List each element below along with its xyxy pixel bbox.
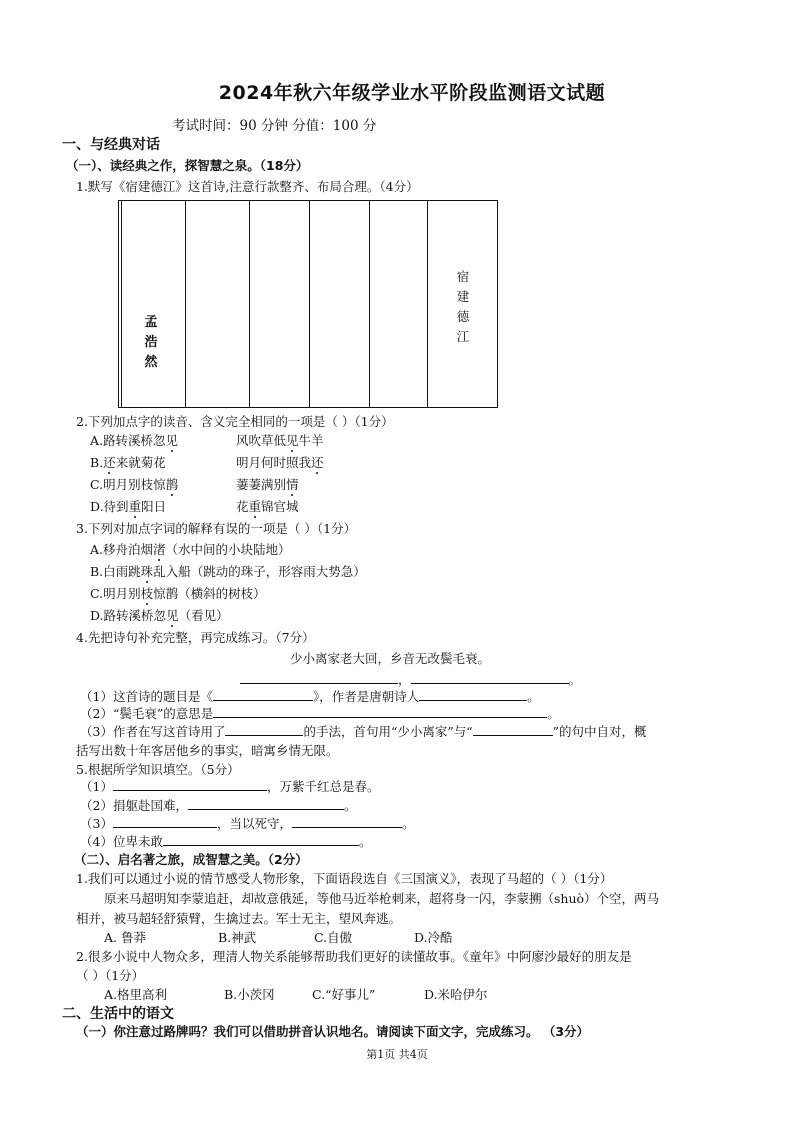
part2-q2-option-a: A.格里高利 xyxy=(104,987,168,1002)
answer-blank[interactable] xyxy=(163,833,359,846)
q2-option-a-right: 风吹草低见牛羊 xyxy=(236,433,324,448)
question-3: 3.下列对加点字词的解释有误的一项是（ ）（1分） xyxy=(76,521,357,536)
grid-column-line xyxy=(249,201,250,407)
exam-info: 考试时间：90 分钟 分值：100 分 xyxy=(172,118,377,134)
part2-q2-option-c: C.“好事儿” xyxy=(312,987,376,1002)
q2-option-c-right: 萋萋满别情 xyxy=(236,477,299,492)
answer-blank[interactable] xyxy=(213,688,313,701)
answer-blank[interactable] xyxy=(292,815,402,828)
question-5: 5.根据所学知识填空。（5分） xyxy=(76,762,240,777)
answer-blank[interactable] xyxy=(113,778,267,791)
q3-option-c: C.明月别枝惊鹊（横斜的树枝） xyxy=(90,586,266,601)
q3-option-a: A.移舟泊烟渚（水中间的小块陆地） xyxy=(90,542,291,557)
part2-heading: （二）、启名著之旅，成智慧之美。（2分） xyxy=(74,852,308,867)
answer-blank[interactable] xyxy=(240,671,398,684)
answer-blank[interactable] xyxy=(411,671,569,684)
q2-option-b-right: 明月何时照我还 xyxy=(236,455,324,470)
part2-question-1: 1.我们可以通过小说的情节感受人物形象，下面语段选自《三国演义》，表现了马超的（ ）（1分） xyxy=(76,871,613,886)
author-char: 孟 xyxy=(144,315,158,330)
grid-column-line xyxy=(369,201,370,407)
answer-blank[interactable] xyxy=(213,705,547,718)
part2-q2-option-d: D.米哈伊尔 xyxy=(424,987,488,1002)
page-title: 2024年秋六年级学业水平阶段监测语文试题 xyxy=(218,82,606,104)
title-char: 宿 xyxy=(456,269,470,284)
part2-q1-option-c: C.自傲 xyxy=(314,930,353,945)
grid-poem-author xyxy=(143,313,159,373)
q2-option-a: A.路转溪桥忽见 xyxy=(90,433,179,448)
q2-option-d-right: 花重锦官城 xyxy=(236,499,299,514)
title-char: 江 xyxy=(456,329,470,344)
q2-option-d: D.待到重阳日 xyxy=(90,499,167,514)
question-2: 2.下列加点字的读音、含义完全相同的一项是（ ）（1分） xyxy=(76,414,394,429)
q5-sub-2: （2）捐躯赴国难， 。 xyxy=(80,798,357,813)
answer-blank[interactable] xyxy=(225,723,303,736)
grid-column-line xyxy=(185,201,186,407)
grid-column-line xyxy=(427,201,428,407)
q3-option-b: B.白雨跳珠乱入船（跳动的珠子，形容雨大势急） xyxy=(90,564,366,579)
section2-heading: 二、生活中的语文 xyxy=(62,1006,174,1022)
title-char: 德 xyxy=(456,309,470,324)
question-4: 4.先把诗句补充完整，再完成练习。（7分） xyxy=(76,630,315,645)
q4-sub-1: （1）这首诗的题目是《 》，作者是唐朝诗人 。 xyxy=(80,689,540,704)
q5-sub-4: （4）位卑未敢 。 xyxy=(80,834,372,849)
part2-question-2: 2.很多小说中人物众多，理清人物关系能够帮助我们更好的读懂故事。《童年》中阿廖沙最好的朋友是 xyxy=(76,949,632,964)
q4-poem-line: 少小离家老大回，乡音无改鬓毛衰。 xyxy=(290,651,491,666)
part2-q1-passage-line2: 相并，被马超轻舒猿臂，生擒过去。军士无主，望风奔逃。 xyxy=(76,911,402,926)
answer-blank[interactable] xyxy=(473,723,553,736)
q4-sub-3-cont: 括写出数十年客居他乡的事实，暗寓乡情无限。 xyxy=(76,743,339,758)
grid-left-border xyxy=(119,201,122,407)
writing-grid xyxy=(118,200,498,408)
question-1: 1.默写《宿建德江》这首诗,注意行款整齐、布局合理。（4分） xyxy=(76,179,419,194)
q4-sub-2: （2）“鬓毛衰”的意思是 。 xyxy=(80,706,560,721)
q2-option-c: C.明月别枝惊鹊 xyxy=(90,477,179,492)
q4-sub-3: （3）作者在写这首诗用了 的手法，首句用“少小离家”与“ ”的句中自对，概 xyxy=(80,724,647,739)
part2-q1-option-a: A. 鲁莽 xyxy=(104,930,146,945)
part2-q1-option-d: D.冷酷 xyxy=(414,930,453,945)
author-char: 然 xyxy=(144,355,158,370)
grid-column-line xyxy=(309,201,310,407)
grid-poem-title xyxy=(455,267,471,347)
q4-poem-blanks: ， 。 xyxy=(240,670,581,688)
part2-q1-passage-line1: 原来马超明知李蒙追赶，却故意俄延，等他马近举枪刺来，超将身一闪，李蒙搠（shuò）个空，两马 xyxy=(104,891,660,906)
answer-blank[interactable] xyxy=(188,797,344,810)
section1-heading: 一、与经典对话 xyxy=(62,137,160,153)
q2-option-b: B.还来就菊花 xyxy=(90,455,166,470)
q5-sub-3: （3） ，当以死守， 。 xyxy=(80,816,415,831)
title-char: 建 xyxy=(456,289,470,304)
answer-blank[interactable] xyxy=(419,688,527,701)
section2-part1-heading: （一）你注意过路牌吗？我们可以借助拼音认识地名。请阅读下面文字，完成练习。 （3分） xyxy=(76,1024,590,1039)
answer-blank[interactable] xyxy=(113,815,217,828)
q3-option-d: D.路转溪桥忽见（看见） xyxy=(90,608,229,623)
page-footer: 第1页 共4页 xyxy=(366,1048,428,1061)
part2-q2-option-b: B.小茨冈 xyxy=(224,987,275,1002)
part1-heading: （一）、读经典之作，探智慧之泉。（18分） xyxy=(66,158,309,173)
q5-sub-1: （1） ，万紫千红总是春。 xyxy=(80,779,380,794)
author-char: 浩 xyxy=(144,335,158,350)
part2-q1-option-b: B.神武 xyxy=(218,930,257,945)
part2-question-2-cont: （ ）（1分） xyxy=(76,968,145,983)
